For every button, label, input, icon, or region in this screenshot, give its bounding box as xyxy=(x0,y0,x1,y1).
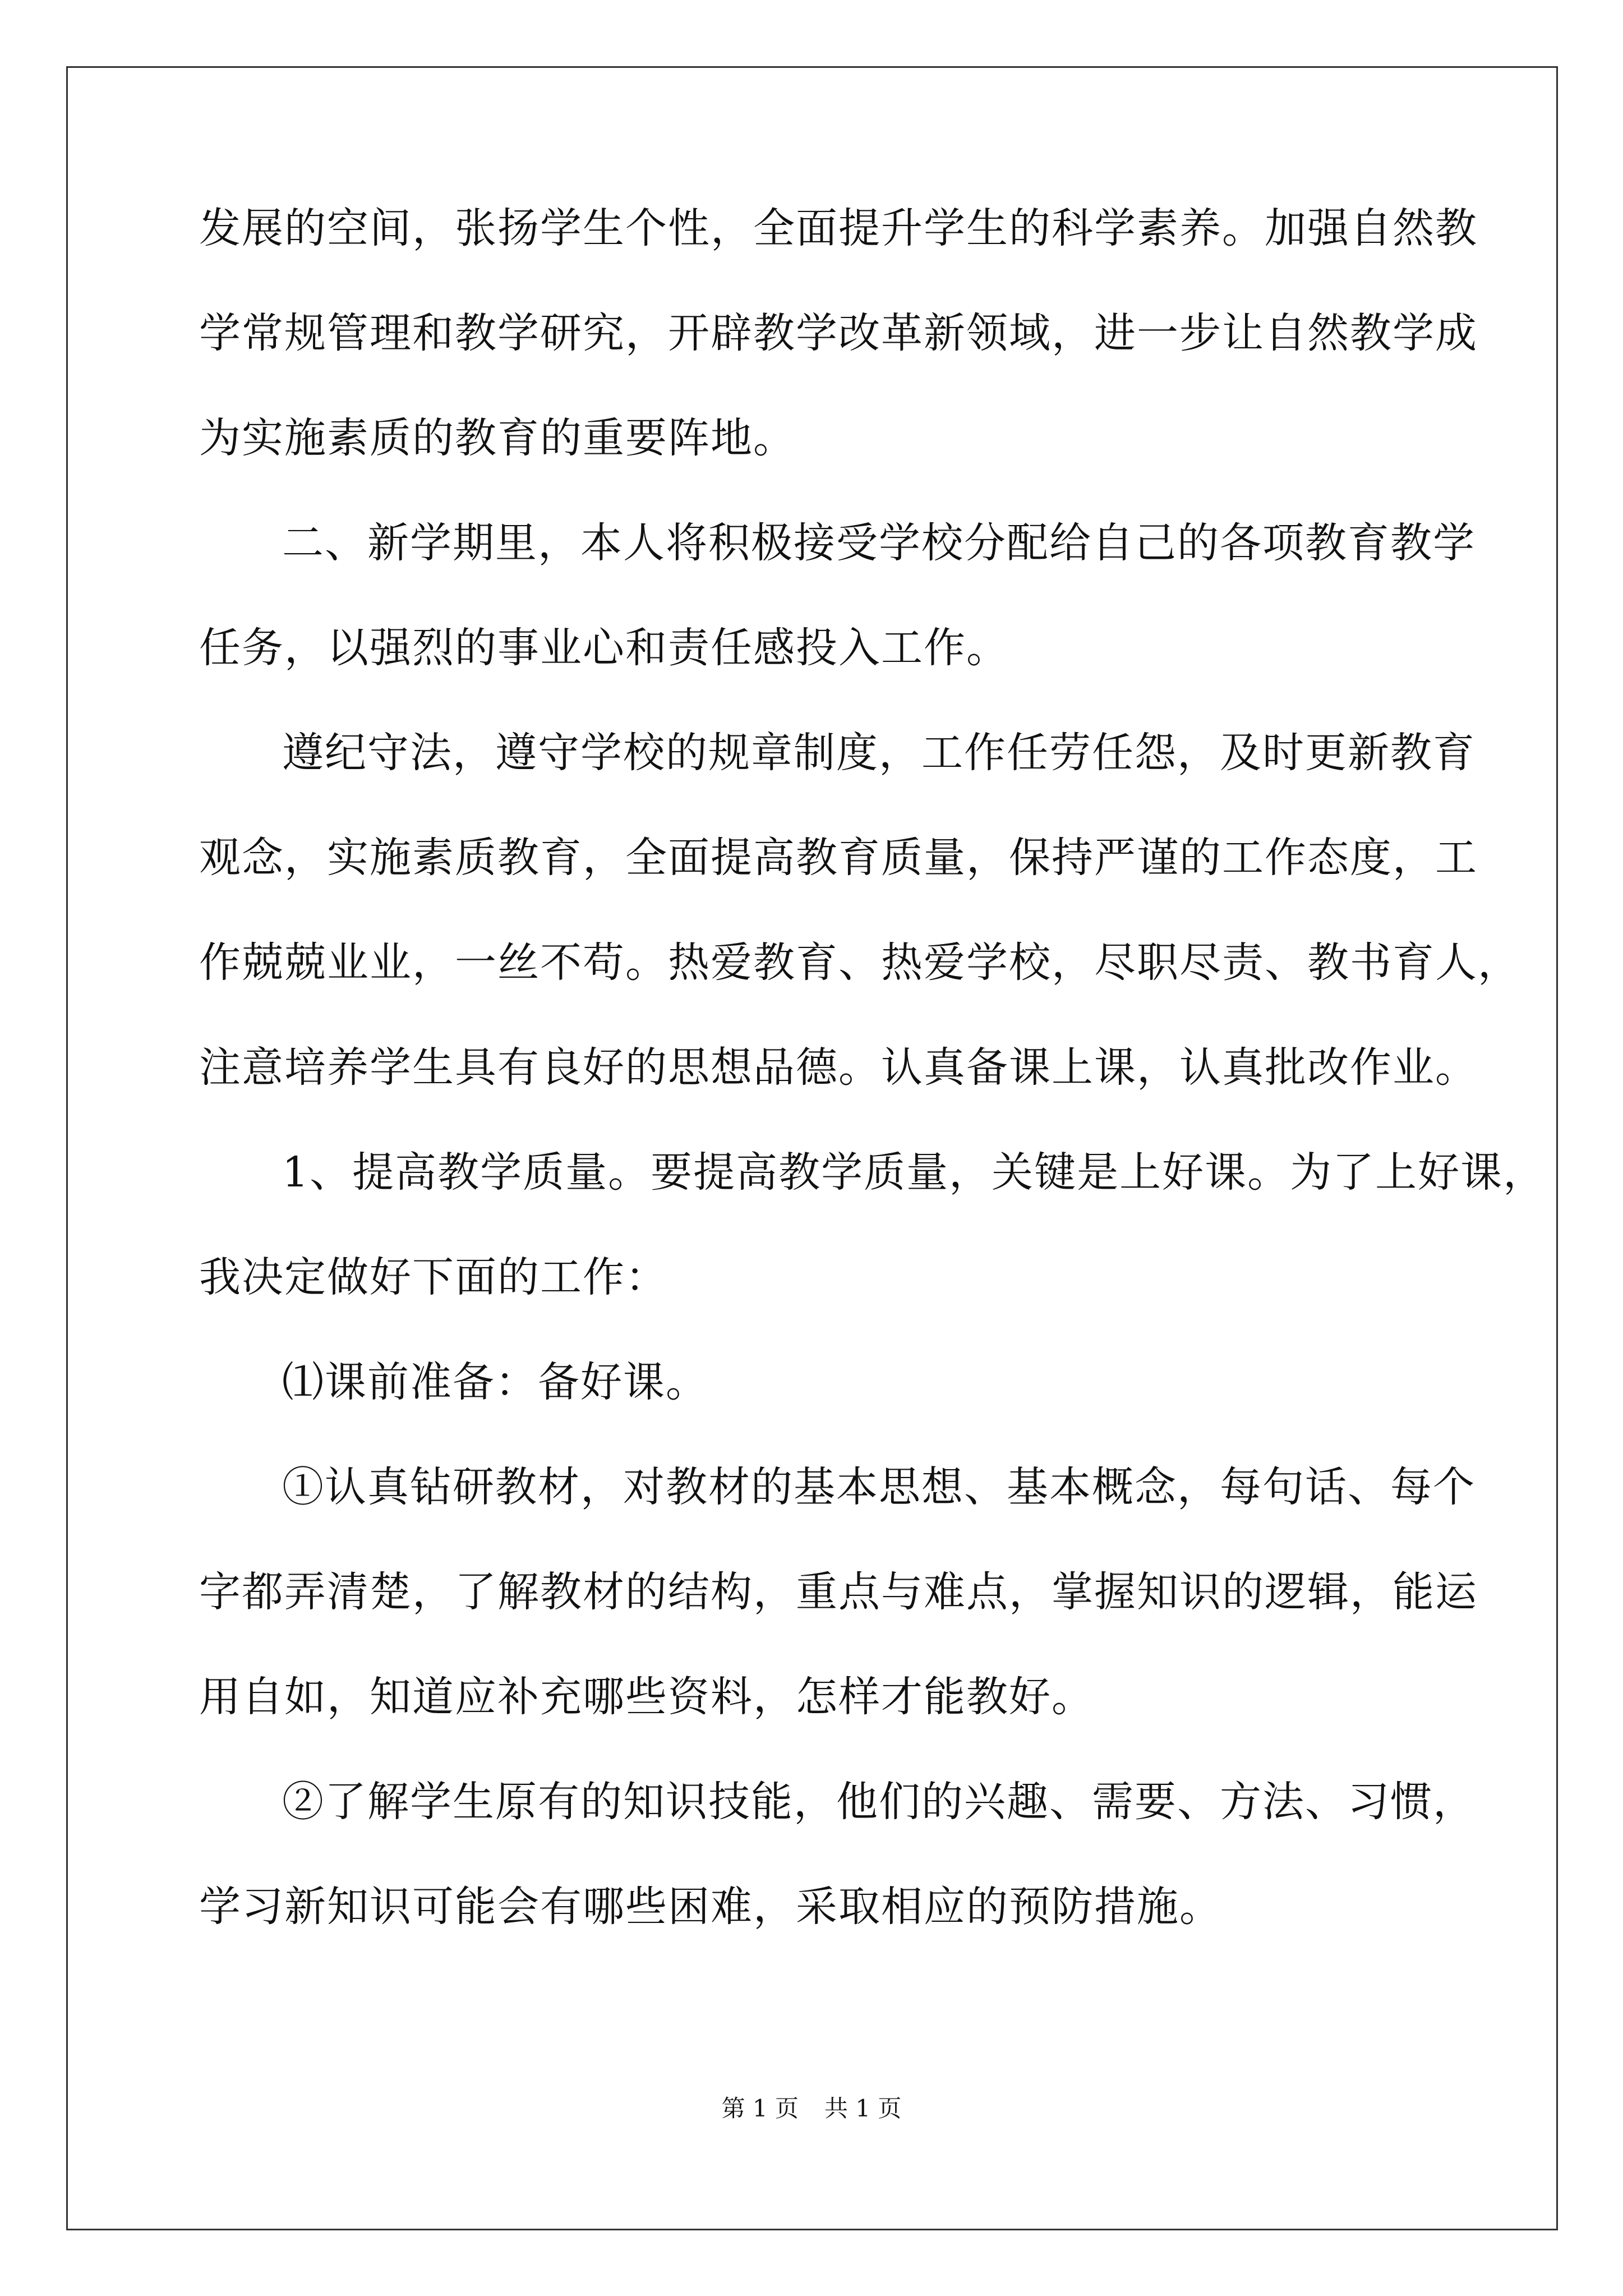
text-line: ②了解学生原有的知识技能，他们的兴趣、需要、方法、习惯， xyxy=(282,1778,1476,1826)
text-line: 用自如，知道应补充哪些资料，怎样才能教好。 xyxy=(199,1673,1094,1721)
text-line: 遵纪守法，遵守学校的规章制度，工作任劳任怨，及时更新教育 xyxy=(282,729,1476,777)
text-line: 学常规管理和教学研究，开辟教学改革新领域，进一步让自然教学成 xyxy=(199,309,1478,357)
page-footer xyxy=(0,2097,1623,2120)
text-line: ⑴课前准备：备好课。 xyxy=(282,1358,708,1406)
text-line: 学习新知识可能会有哪些困难，采取相应的预防措施。 xyxy=(199,1883,1222,1931)
text-line: 任务，以强烈的事业心和责任感投入工作。 xyxy=(199,624,1009,672)
text-line: 为实施素质的教育的重要阵地。 xyxy=(199,414,796,462)
text-line: ①认真钻研教材，对教材的基本思想、基本概念，每句话、每个 xyxy=(282,1463,1476,1511)
text-line: 1、提高教学质量。要提高教学质量，关键是上好课。为了上好课， xyxy=(282,1148,1546,1197)
page-total: 共 1 页 xyxy=(824,2095,902,2122)
text-line: 注意培养学生具有良好的思想品德。认真备课上课，认真批改作业。 xyxy=(199,1043,1478,1092)
text-line: 二、新学期里，本人将积极接受学校分配给自己的各项教育教学 xyxy=(282,519,1476,567)
text-line: 发展的空间，张扬学生个性，全面提升学生的科学素养。加强自然教 xyxy=(199,204,1478,252)
page-number: 第 1 页 xyxy=(721,2095,799,2122)
text-line: 字都弄清楚，了解教材的结构，重点与难点，掌握知识的逻辑，能运 xyxy=(199,1568,1478,1616)
text-line: 作兢兢业业，一丝不苟。热爱教育、热爱学校，尽职尽责、教书育人， xyxy=(199,938,1520,987)
text-line: 我决定做好下面的工作： xyxy=(199,1253,668,1301)
document-body xyxy=(199,204,1546,1991)
text-line: 观念，实施素质教育，全面提高教育质量，保持严谨的工作态度，工 xyxy=(199,834,1478,882)
